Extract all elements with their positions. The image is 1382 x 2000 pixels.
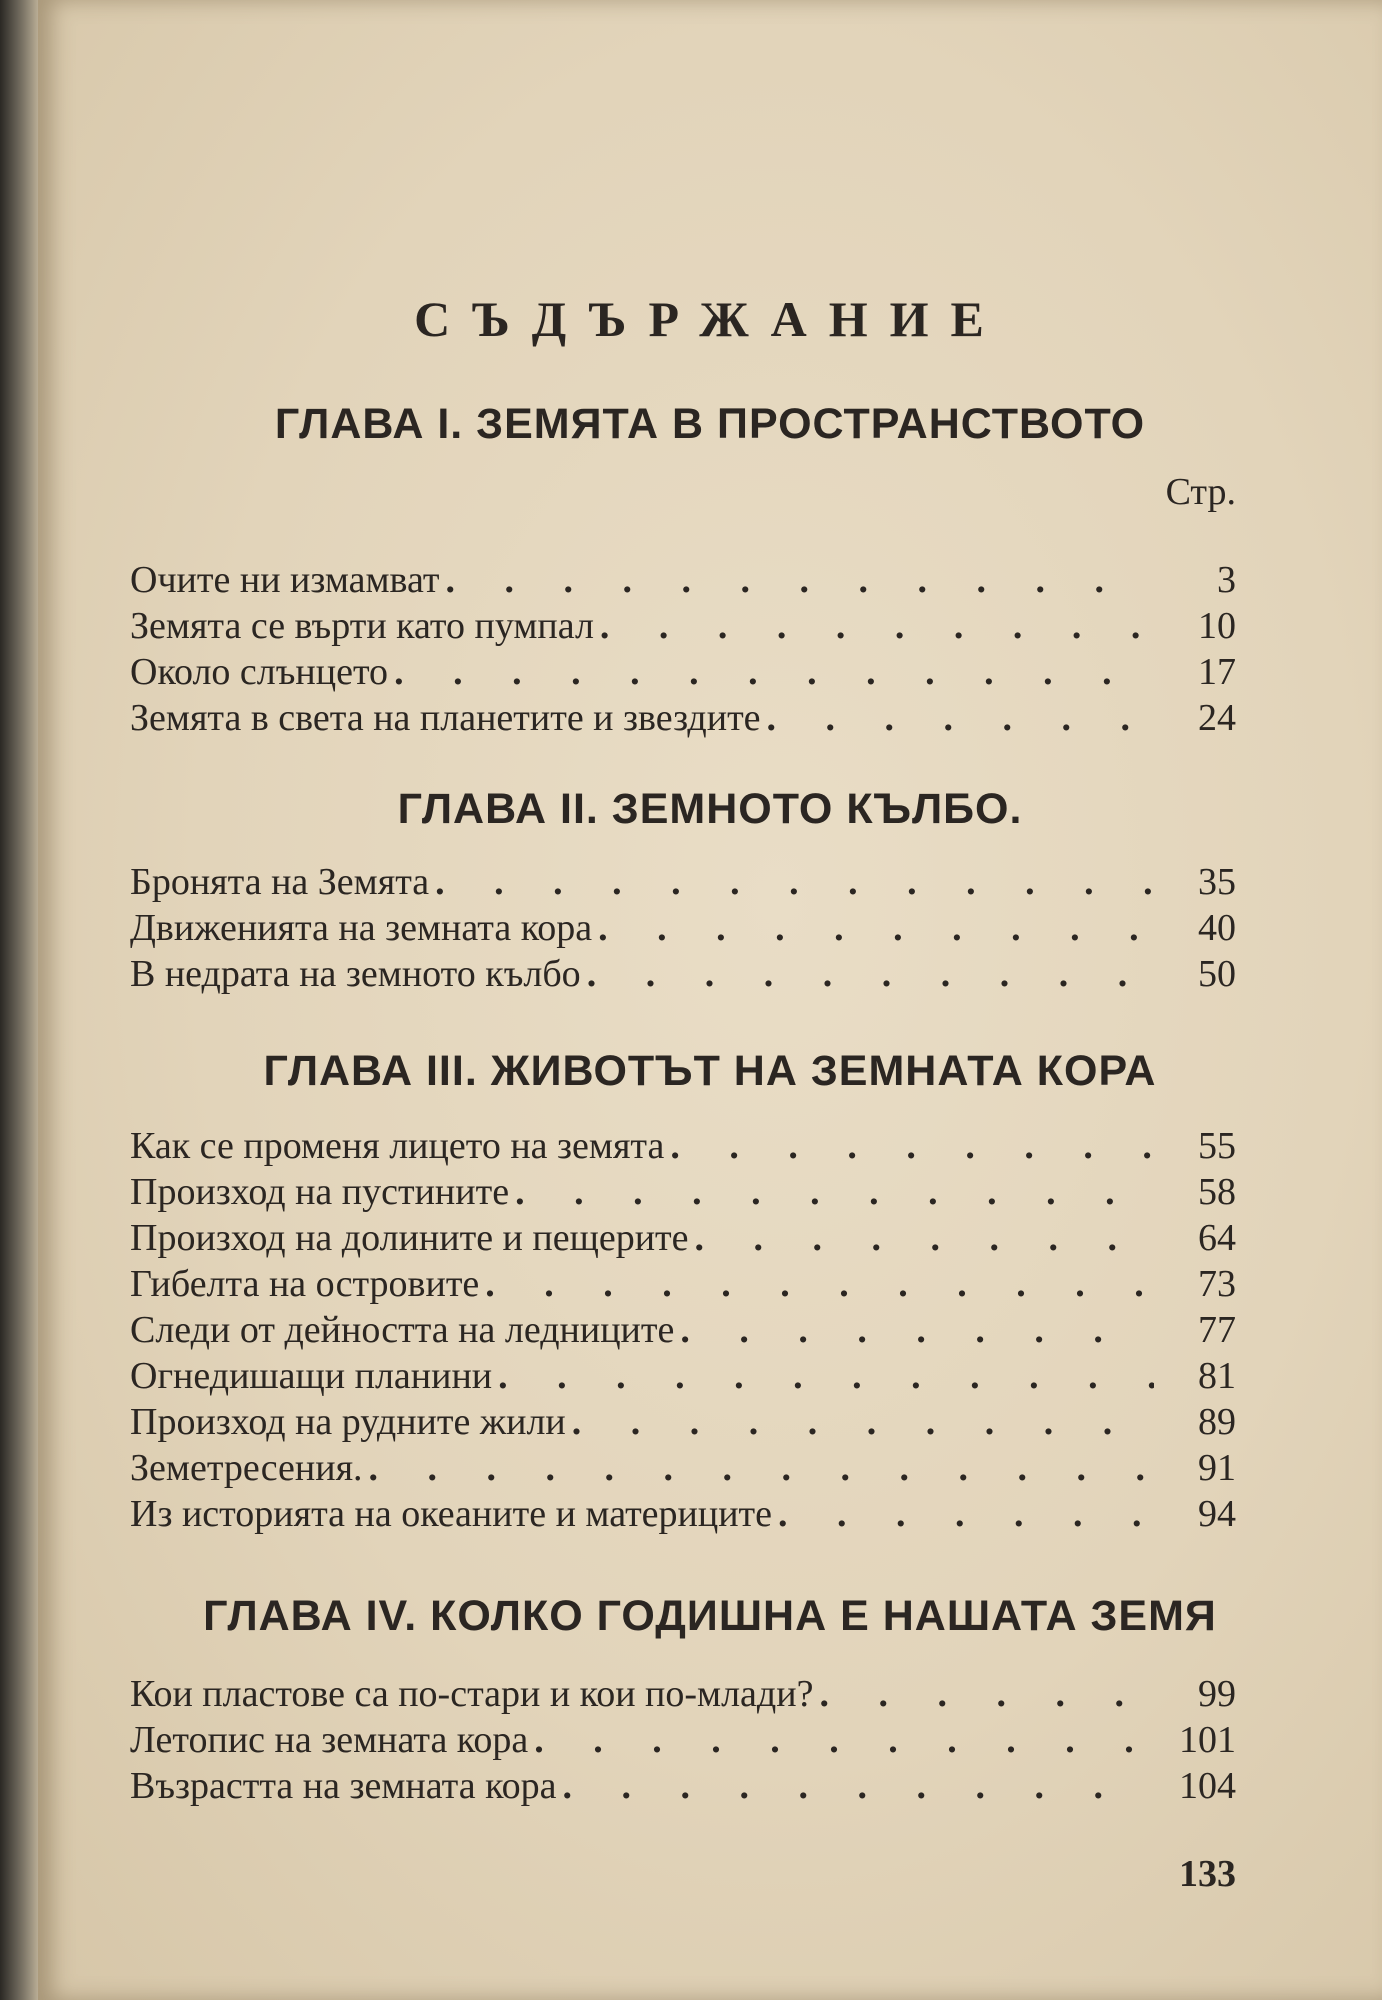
dot-leader: [772, 1492, 1154, 1536]
toc-entry-page: 64: [1198, 1217, 1236, 1259]
toc-entry: [130, 604, 1236, 650]
dot-leader: [439, 558, 1154, 602]
toc-entry: [130, 860, 1236, 906]
page-number: 133: [1179, 1853, 1236, 1895]
toc-entry-title: Из историята на океаните и материците: [130, 1493, 773, 1535]
toc-entry-title: Как се променя лицето на земята: [130, 1125, 665, 1167]
dot-leader: [813, 1672, 1154, 1716]
toc-entry: [130, 1354, 1236, 1400]
dot-leader: [556, 1764, 1154, 1808]
toc-entry-page: 81: [1198, 1355, 1236, 1397]
toc-entry-page: 3: [1217, 559, 1236, 601]
toc-entry: [130, 1672, 1236, 1718]
toc-entry: [130, 696, 1236, 742]
toc-entry-page: 17: [1198, 651, 1236, 693]
dot-leader: [566, 1400, 1154, 1444]
chapter-1-heading: ГЛАВА I. ЗЕМЯТА В ПРОСТРАНСТВОТО: [274, 400, 1146, 448]
page-title: СЪДЪРЖАНИЕ: [414, 291, 1006, 347]
toc-entry: [130, 952, 1236, 998]
dot-leader: [492, 1354, 1154, 1398]
dot-leader: [388, 650, 1154, 694]
toc-entry-title: В недрата на земното кълбо: [130, 953, 581, 995]
toc-entry-page: 99: [1198, 1673, 1236, 1715]
dot-leader: [689, 1216, 1154, 1260]
toc-entry-page: 89: [1198, 1401, 1236, 1443]
toc-entry-title: Гибелта на островите: [130, 1263, 480, 1305]
toc-entry-page: 73: [1198, 1263, 1236, 1305]
dot-leader: [479, 1262, 1154, 1306]
dot-leader: [664, 1124, 1154, 1168]
toc-entry-title: Земетресения.: [130, 1447, 363, 1489]
dot-leader: [674, 1308, 1154, 1352]
toc-entry: [130, 1308, 1236, 1354]
toc-entry-title: Произход на рудните жили: [130, 1401, 566, 1443]
toc-entry-page: 94: [1198, 1493, 1236, 1535]
dot-leader: [761, 696, 1154, 740]
toc-entry-title: Произход на пустините: [130, 1171, 510, 1213]
chapter-3-heading: ГЛАВА III. ЖИВОТЪТ НА ЗЕМНАТА КОРА: [263, 1047, 1157, 1095]
toc-entry-title: Летопис на земната кора: [130, 1719, 529, 1761]
toc-entry-title: Очите ни измамват: [130, 559, 440, 601]
chapter-2-heading: ГЛАВА II. ЗЕМНОТО КЪЛБО.: [397, 785, 1023, 833]
toc-entry-page: 35: [1198, 861, 1236, 903]
toc-entry: [130, 1262, 1236, 1308]
toc-entry: [130, 906, 1236, 952]
toc-entry-title: Следи от дейността на ледниците: [130, 1309, 675, 1351]
toc-entry-page: 40: [1198, 907, 1236, 949]
toc-entry: [130, 558, 1236, 604]
toc-entry-page: 104: [1179, 1765, 1236, 1807]
toc-entry-title: Движенията на земната кора: [130, 907, 593, 949]
page-column-label: Стр.: [1165, 471, 1236, 513]
toc-entry: [130, 1446, 1236, 1492]
toc-entry-title: Земята в света на планетите и звездите: [130, 697, 761, 739]
toc-entry-page: 55: [1198, 1125, 1236, 1167]
toc-entry: [130, 1400, 1236, 1446]
toc-entry-page: 58: [1198, 1171, 1236, 1213]
toc-entry: [130, 1170, 1236, 1216]
toc-entry-page: 24: [1198, 697, 1236, 739]
dot-leader: [528, 1718, 1154, 1762]
dot-leader: [363, 1446, 1154, 1490]
toc-entry-title: Около слънцето: [130, 651, 389, 693]
toc-entry-title: Земята се върти като пумпал: [130, 605, 594, 647]
dot-leader: [592, 906, 1154, 950]
toc-entry-page: 50: [1198, 953, 1236, 995]
toc-entry: [130, 1718, 1236, 1764]
toc-entry: [130, 1764, 1236, 1810]
toc-entry: [130, 1216, 1236, 1262]
dot-leader: [594, 604, 1154, 648]
toc-entry-title: Кои пластове са по-стари и кои по-млади?: [130, 1673, 814, 1715]
toc-entry-title: Огнедишащи планини: [130, 1355, 493, 1397]
toc-entry: [130, 1124, 1236, 1170]
toc-entry-title: Произход на долините и пещерите: [130, 1217, 689, 1259]
toc-entry-page: 101: [1179, 1719, 1236, 1761]
toc-entry-page: 77: [1198, 1309, 1236, 1351]
book-gutter: [0, 0, 38, 2000]
toc-entry-page: 10: [1198, 605, 1236, 647]
dot-leader: [581, 952, 1154, 996]
toc-entry-title: Възрастта на земната кора: [130, 1765, 557, 1807]
toc-entry: [130, 1492, 1236, 1538]
dot-leader: [509, 1170, 1154, 1214]
toc-entry: [130, 650, 1236, 696]
toc-entry-page: 91: [1198, 1447, 1236, 1489]
toc-entry-title: Бронята на Земята: [130, 861, 430, 903]
dot-leader: [429, 860, 1154, 904]
book-page: [38, 0, 1382, 2000]
chapter-4-heading: ГЛАВА IV. КОЛКО ГОДИШНА Е НАШАТА ЗЕМЯ: [203, 1592, 1217, 1640]
